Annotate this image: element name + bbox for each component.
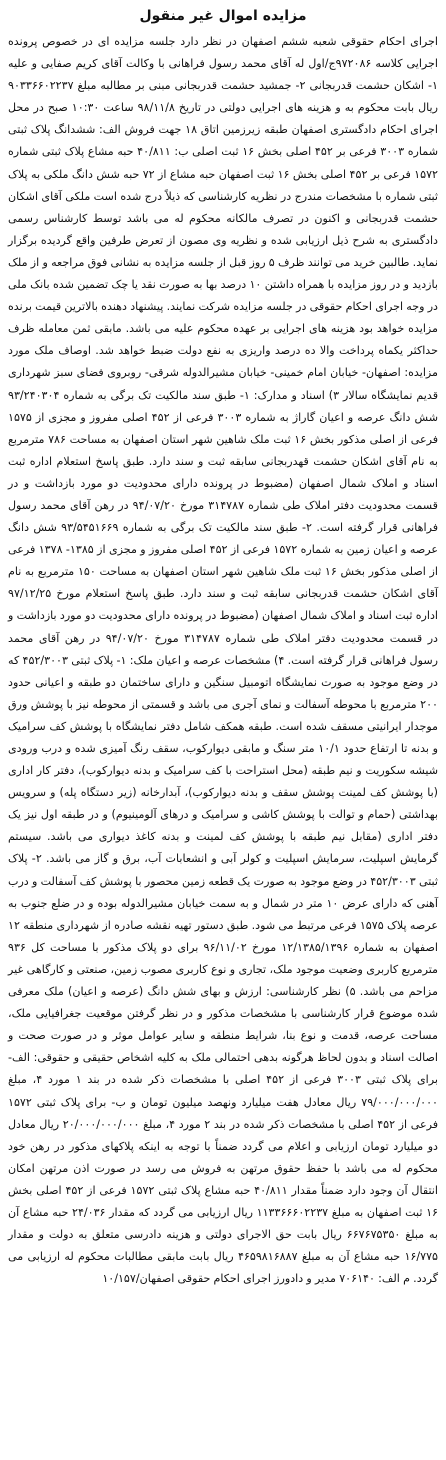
notice-body: اجرای احکام حقوقی شعبه ششم اصفهان در نظر دارد جلسه مزایده ای در خصوص پرونده اجرایی کلاسه ۹۷۲۰۸۶ج/اول له آقای محمد رسول فراهانی با وکالت آقای کریم صفایی و علیه ۱- اشکان حشمت قدربجانی ۲- جمشید حشمت قدربجانی مبنی بر مطالبه مبلغ ۹۰۳۳۶۶۰۲۲۳۷ ریال بابت محکوم به و هزینه های اجرایی دولتی در تاریخ ۹۸/۱۱/۸ ساعت ۱۰:۳۰ صبح در محل اجرای احکام دادگستری اصفهان طبقه زیرزمین اتاق ۱۸ جهت فروش الف: ششدانگ پلاک ثبتی شماره ۳۰۰۳ فرعی بر ۴۵۲ اصلی بخش ۱۶ ثبت اصلی ب: ۴۰/۸۱۱ حبه مشاع پلاک ثبتی شماره ۱۵۷۲ فرعی بر ۴۵۲ اصلی بخش ۱۶ ثبت اصفهان حبه مشاع از ۷۲ حبه شش دانگ ملکی به پلاک ثبتی شماره با مشخصات مندرج در نظریه کارشناسی که ذیلاً درج شده است ملکی آقای اشکان حشمت قدربجانی و اکنون در تصرف مالکانه محکوم له می باشد توسط کارشناس رسمی دادگستری به شرح ذیل ارزیابی شده و نظریه وی مصون از تعرض طرفین واقع گردیده برگزار نماید. طالبین خرید می توانند ظرف ۵ روز قبل از جلسه مزایده به نشانی فوق مراجعه و از ملک بازدید و در روز مزایده با همراه داشتن ۱۰ درصد بها به صورت نقد یا چک تضمین شده بانک ملی در وجه اجرای احکام حقوقی در جلسه مزایده شرکت نمایند. پیشنهاد دهنده بالاترین قیمت برنده مزایده خواهد بود هزینه های اجرایی بر عهده محکوم علیه می باشد. مابقی ثمن معامله ظرف حداکثر یکماه پرداخت والا ده درصد واریزی به نفع دولت ضبط خواهد شد. اوصاف ملک مورد مزایده: اصفهان- خیابان امام خمینی- خیابان مشیرالدوله شرقی- روبروی فضای سبز شهرداری قدیم نمایشگاه سالار ۳) اسناد و مدارک: ۱- طبق سند مالکیت تک برگی به شماره ۹۳/۲۴۰۳۰۴ شش دانگ عرصه و اعیان گاراژ به شماره ۳۰۰۳ فرعی از ۴۵۲ اصلی مفروز و مجزی از ۱۵۷۵ فرعی از اصلی مذکور بخش ۱۶ ثبت ملک شاهین شهر استان اصفهان به مساحت ۷۸۶ مترمربع به نام آقای اشکان حشمت قهدربجانی سابقه ثبت و سند دارد. طبق پاسخ استعلام اداره ثبت اسناد و املاک شمال اصفهان (مضبوط در پرونده دارای محدودیت دو مورد بازداشت و در قسمت محدودیت دفتر املاک طی شماره ۳۱۴۷۸۷ مورخ ۹۴/۰۷/۲۰ در رهن آقای محمد رسول فراهانی قرار گرفته است. ۲- طبق سند مالکیت تک برگی به شماره ۹۳/۵۴۵۱۶۶۹ شش دانگ عرصه و اعیان زمین به شماره ۱۵۷۲ فرعی از ۴۵۲ اصلی مفروز و مجزی از ۱۳۸۵- ۱۳۷۸ فرعی از اصلی مذکور بخش ۱۶ ثبت ملک شاهین شهر استان اصفهان به مساحت ۱۵۰ مترمربع به نام آقای اشکان حشمت قدربجانی سابقه ثبت و سند دارد. طبق پاسخ استعلام مورخ ۹۷/۱۲/۲۵ اداره ثبت اسناد و املاک شمال اصفهان (مضبوط در پرونده دارای محدودیت دو مورد بازداشت و در قسمت محدودیت دفتر املاک طی شماره ۳۱۴۷۸۷ مورخ ۹۴/۰۷/۲۰ در رهن آقای محمد رسول فراهانی قرار گرفته است. ۴) مشخصات عرصه و اعیان ملک: ۱- پلاک ثبتی ۴۵۲/۳۰۰۳ که در وضع موجود به صورت نمایشگاه اتومبیل سنگین و دارای ساختمان دو طبقه و اعیانی حدود ۲۰۰ مترمربع با محوطه آسفالت و نمای آجری می باشد و قسمتی از محوطه نیز با پوشش ورق موجدار ایرانیتی مسقف شده است. طبقه همکف شامل دفتر نمایشگاه با پوشش کف سرامیک و بدنه تا ارتفاع حدود ۱۰/۱ متر سنگ و مابقی دیوارکوب، سقف رنگ آمیزی شده و درب ورودی شیشه سکوریت و نیم طبقه (محل استراحت با کف سرامیک و بدنه دیوارکوب)، دفتر کار اداری (با پوشش کف لمینت پوشش سقف و بدنه دیوارکوب)، آبدارخانه (زیر دستگاه پله) و سرویس بهداشتی (حمام و توالت با پوشش کاشی و سرامیک و درهای آلومینیوم) و در طبقه اول نیز یک دفتر اداری (مقابل نیم طبقه با پوشش کف لمینت و بدنه کاغذ دیواری می باشد. سیستم گرمایش اسپلیت، سرمایش اسپلیت و کولر آبی و انشعابات آب، برق و گاز می باشد. ۲- پلاک ثبتی ۴۵۲/۳۰۰۳ در وضع موجود به صورت یک قطعه زمین محصور با پوشش کف آسفالت و درب آهنی که دارای عرض ۱۰ متر در شمال و به سمت خیابان مشیرالدوله بوده و در ضلع جنوب به عرصه پلاک ۱۵۷۵ فرعی مرتبط می شود. طبق دستور تهیه نقشه صادره از شهرداری منطقه ۱۲ اصفهان به شماره ۱۲/۱۳۸۵/۱۳۹۶ مورخ ۹۶/۱۱/۰۲ برای دو پلاک مذکور با مساحت کل ۹۳۶ مترمربع کاربری وضعیت موجود ملک، تجاری و نوع کاربری مصوب زمین، صنعتی و کارگاهی غیر مزاحم می باشد. ۵) نظر کارشناسی: ارزش و بهای شش دانگ (عرصه و اعیان) ملک معرفی شده موضوع قرار کارشناسی با مشخصات مذکور و در نظر گرفتن موقعیت جغرافیایی ملک، مساحت عرصه، قدمت و نوع بنا، شرایط منطقه و سایر عوامل موثر و در صورت صحت و اصالت اسناد و بدون لحاظ هرگونه بدهی احتمالی ملک به کلیه اشخاص حقیقی و حقوقی: الف- برای پلاک ثبتی ۳۰۰۳ فرعی از ۴۵۲ اصلی با مشخصات ذکر شده در بند ۱ مورد ۴، مبلغ ۷۹/۰۰۰/۰۰۰/۰۰۰ ریال معادل هفت میلیارد ونهصد میلیون تومان و ب- برای پلاک ثبتی ۱۵۷۲ فرعی از ۴۵۲ اصلی با مشخصات ذکر شده در بند ۲ مورد ۴، مبلغ ۲۰/۰۰۰/۰۰۰/۰۰۰ ریال معادل دو میلیارد تومان ارزیابی و اعلام می گردد ضمناً با توجه به اینکه پلاکهای مذکور در رهن خود محکوم له می باشد با حفظ حقوق مرتهن به فروش می رسد در صورت اذن مرتهن امکان انتقال آن وجود دارد ضمناً مقدار ۴۰/۸۱۱ حبه مشاع پلاک ثبتی ۱۵۷۲ فرعی از ۴۵۲ اصلی بخش ۱۶ ثبت اصفهان به مبلغ ۱۱۳۳۶۶۶۰۲۲۳۷ ریال ارزیابی می گردد که مقدار ۲۴/۰۳۶ حبه مشاع آن به مبلغ ۶۶۷۶۷۵۳۵۰ ریال بابت حق الاجرای دولتی و هزینه دادرسی متعلق به دولت و مقدار ۱۶/۷۷۵ حبه مشاع آن به مبلغ ۴۶۵۹۸۱۶۸۸۷ ریال بابت مابقی مطالبات محکوم له ارزیابی می گردد. م الف: ۷۰۶۱۴۰ مدیر و دادورز اجرای احکام حقوقی اصفهان/۱۰/۱۵۷ bbox=[8, 35, 439, 1286]
notice-title: مزایده اموال غیر منقول bbox=[139, 8, 307, 24]
